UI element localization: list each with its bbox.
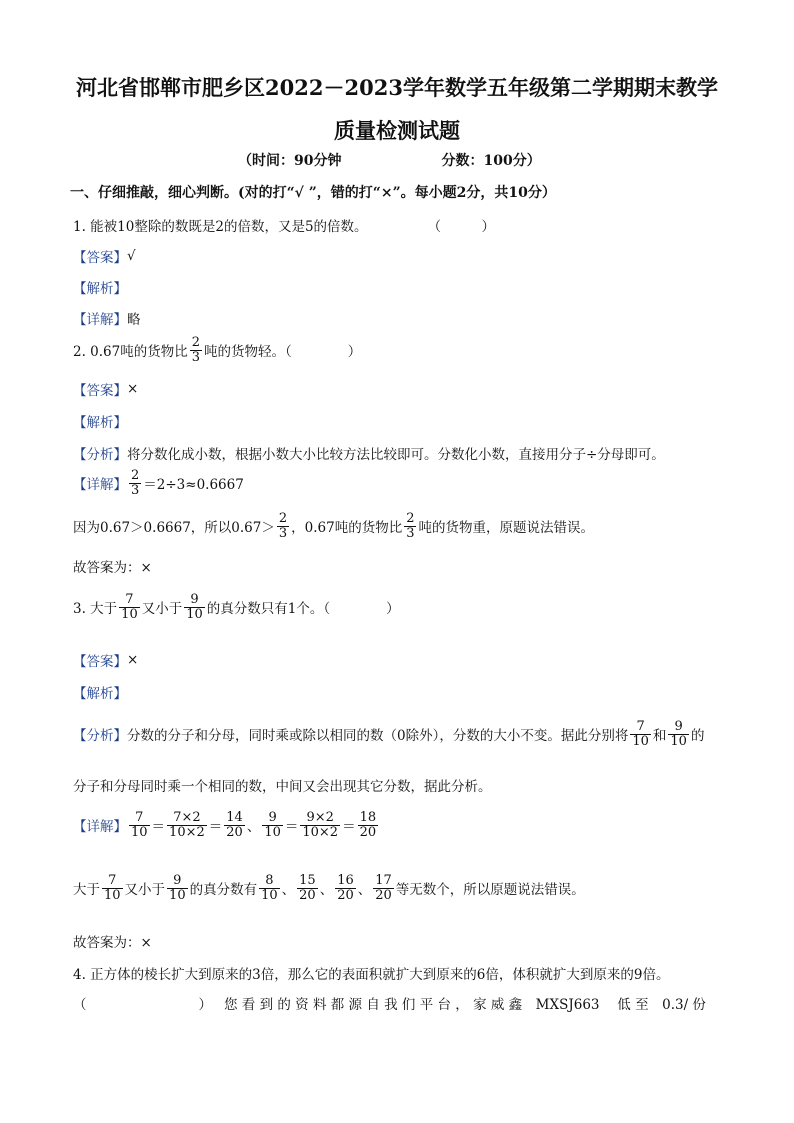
- q2-because-a: 因为0.67＞0.6667，所以0.67＞: [73, 520, 275, 537]
- q3-result-c: 的真分数有: [189, 882, 258, 899]
- exam-time: （时间：90分钟: [238, 153, 342, 169]
- q2-answer-value: ×: [127, 381, 139, 397]
- q2-because-b: ，0.67吨的货物比: [291, 520, 403, 537]
- q3-fenxi-b: 和: [652, 728, 667, 745]
- q2-reasoning: [73, 512, 594, 540]
- fraction: $\frac{9\times 2}{10\times 2}$: [302, 810, 339, 840]
- q2-detail: [73, 469, 244, 497]
- analysis-tag: 【解析】: [73, 415, 127, 431]
- q4-blank-open: （: [73, 997, 87, 1013]
- fraction: $\frac{2}{3}$: [278, 511, 288, 541]
- q1-answer: [73, 246, 136, 266]
- q3-result-b: 又小于: [124, 882, 166, 899]
- q2-detail-text: ＝2÷3≈0.6667: [143, 477, 244, 494]
- q3-result: [73, 874, 585, 902]
- equals-sign: ＝: [342, 819, 356, 836]
- answer-tag: 【答案】: [73, 654, 127, 670]
- fraction: $\frac{7}{10}$: [121, 592, 138, 622]
- fraction: $\frac{2}{3}$: [131, 468, 140, 498]
- fraction: $\frac{7}{10}$: [104, 873, 121, 903]
- q3-stem-b: 又小于: [141, 601, 183, 618]
- q3-analysis: [73, 682, 127, 702]
- q1-answer-value: √: [127, 248, 136, 264]
- fraction: $\frac{2}{3}$: [191, 335, 201, 365]
- fraction: $\frac{9}{10}$: [169, 873, 186, 903]
- q3-answer-value: ×: [127, 652, 139, 668]
- q3-detail: [73, 811, 380, 839]
- fraction: $\frac{9}{10}$: [670, 719, 687, 749]
- fraction: $\frac{17}{20}$: [375, 873, 392, 903]
- q3-stem-d: ）: [386, 601, 400, 618]
- q3-fenxi-a: 分数的分子和分母，同时乘或除以相同的数（0除外），分数的大小不变。据此分别将: [127, 728, 629, 745]
- answer-tag: 【答案】: [73, 250, 127, 266]
- q2-stem-c: ）: [347, 344, 362, 361]
- q2-stem-b: 吨的货物轻。（: [204, 344, 292, 361]
- fraction: $\frac{9}{10}$: [186, 592, 203, 622]
- q2-fenxi: [73, 443, 665, 463]
- q3-fenxi: [73, 720, 704, 748]
- q3-fenxi-c: 的: [690, 728, 705, 745]
- q3-stem-c: 的真分数只有1个。（: [206, 601, 331, 618]
- fraction: $\frac{16}{20}$: [337, 873, 354, 903]
- separator: 、: [281, 882, 296, 899]
- fraction: $\frac{7}{10}$: [131, 810, 148, 840]
- fraction: $\frac{14}{20}$: [226, 810, 243, 840]
- q3-fenxi-line2: 分子和分母同时乘一个相同的数，中间又会出现其它分数，据此分析。: [73, 779, 492, 795]
- q1-detail: [73, 308, 141, 328]
- fraction: $\frac{8}{10}$: [261, 873, 278, 903]
- section1-heading: 一、仔细推敲，细心判断。(对的打“√ ”，错的打“×”。每小题2分，共10分）: [70, 185, 556, 201]
- exam-info: [238, 150, 541, 170]
- analysis-tag: 【解析】: [73, 281, 127, 297]
- question-4: 4. 正方体的棱长扩大到原来的3倍，那么它的表面积就扩大到原来的6倍，体积就扩大到原来的9倍。: [73, 967, 670, 983]
- analysis-tag: 【解析】: [73, 686, 127, 702]
- q1-analysis: [73, 277, 127, 297]
- q3-conclusion: 故答案为：×: [73, 935, 152, 951]
- q4-blank-line: [73, 993, 706, 1013]
- equals-sign: ＝: [208, 819, 223, 836]
- question-3: [73, 593, 400, 621]
- detail-tag: 【详解】: [73, 819, 127, 836]
- doc-title-line1: 河北省邯郸市肥乡区2022－2023学年数学五年级第二学期期末教学: [76, 75, 718, 100]
- separator: 、: [357, 882, 372, 899]
- q2-conclusion: 故答案为：×: [73, 560, 152, 576]
- q2-fenxi-text: 将分数化成小数，根据小数大小比较方法比较即可。分数化小数，直接用分子÷分母即可。: [127, 447, 665, 463]
- fraction: $\frac{18}{20}$: [359, 810, 377, 840]
- question-2: [73, 336, 361, 364]
- q3-answer: [73, 650, 138, 670]
- q2-because-c: 吨的货物重，原题说法错误。: [418, 520, 594, 537]
- q3-stem-a: 3. 大于: [73, 601, 118, 618]
- fraction: $\frac{15}{20}$: [299, 873, 316, 903]
- q4-blank-close: ）: [198, 997, 212, 1013]
- fraction: $\frac{9}{10}$: [264, 810, 281, 840]
- question-1: [73, 215, 495, 235]
- q1-stem: 1. 能被10整除的数既是2的倍数，又是5的倍数。: [73, 219, 368, 235]
- exam-score: 分数：100分）: [441, 153, 541, 169]
- doc-title-line2: 质量检测试题: [334, 118, 460, 143]
- q3-result-a: 大于: [73, 882, 100, 899]
- q3-result-d: 等无数个，所以原题说法错误。: [395, 882, 585, 899]
- q2-analysis: [73, 411, 127, 431]
- fenxi-tag: 【分析】: [73, 728, 127, 745]
- detail-tag: 【详解】: [73, 312, 127, 328]
- q1-answer-blank: （ ）: [427, 219, 496, 235]
- detail-tag: 【详解】: [73, 477, 127, 494]
- fenxi-tag: 【分析】: [73, 447, 127, 463]
- separator: 、: [246, 819, 261, 836]
- watermark-text: 您 看 到 的 资 料 都 源 自 我 们 平 台 ， 家 威 鑫 MXSJ663 低 至 0.3/ 份: [224, 997, 706, 1013]
- fraction: $\frac{2}{3}$: [406, 511, 415, 541]
- fraction: $\frac{7}{10}$: [632, 719, 649, 749]
- fraction: $\frac{7\times 2}{10\times 2}$: [169, 810, 205, 840]
- equals-sign: ＝: [284, 819, 299, 836]
- q1-detail-text: 略: [127, 312, 141, 328]
- q2-answer: [73, 379, 138, 399]
- answer-tag: 【答案】: [73, 383, 127, 399]
- q2-stem-a: 2. 0.67吨的货物比: [73, 344, 188, 361]
- separator: 、: [319, 882, 334, 899]
- equals-sign: ＝: [151, 819, 166, 836]
